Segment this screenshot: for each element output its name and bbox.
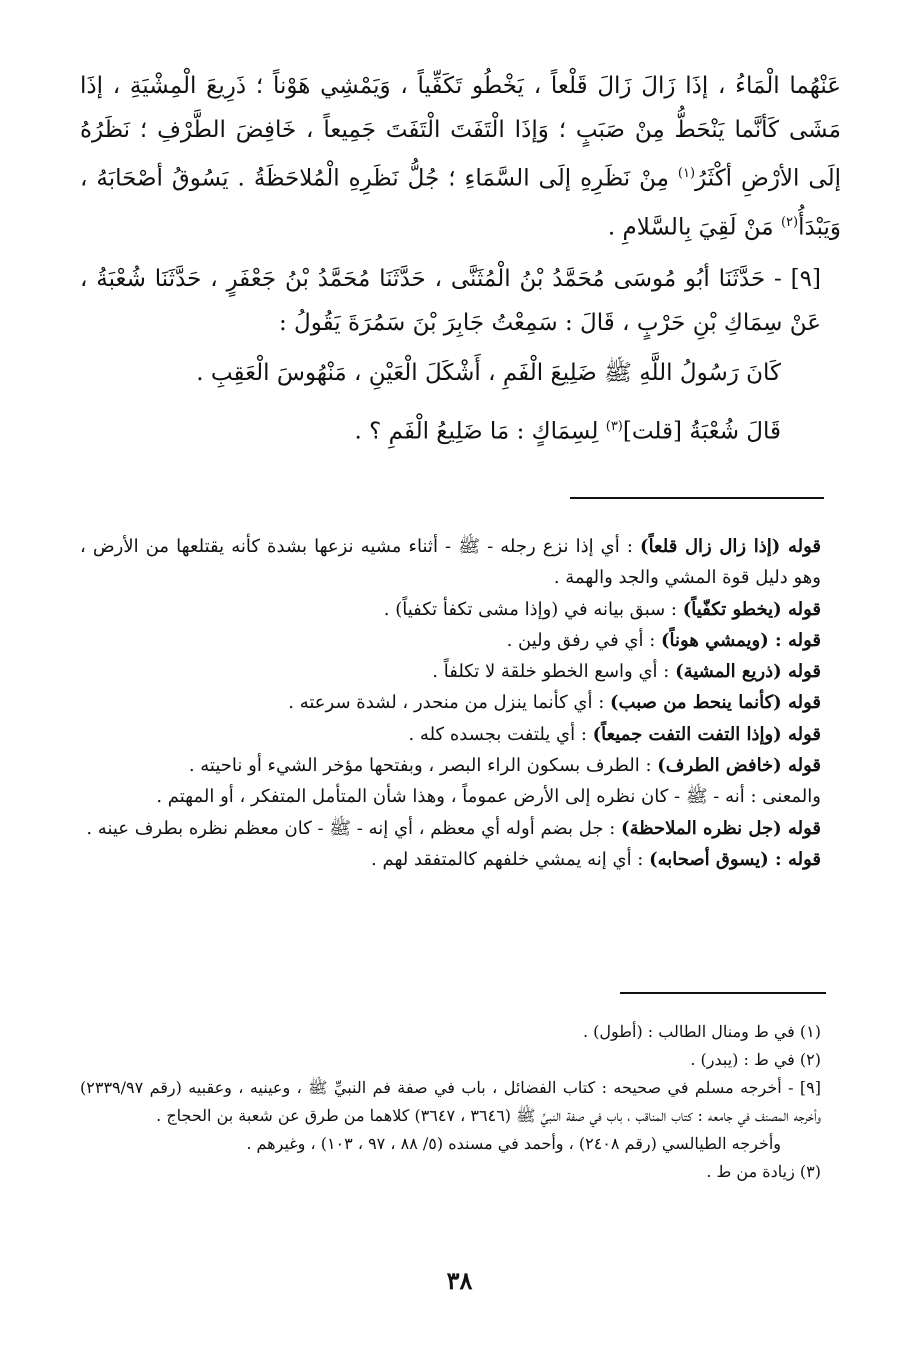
- commentary-entry: قوله (يخطو تكفّياً) : سبق بيانه في (وإذا مشى تكفأ تكفياً) .: [383, 598, 821, 620]
- hadith-8-text: عَنْهُما الْمَاءُ ، إذَا زَالَ زَالَ قَلْعاً ، يَخْطُو تَكَفِّياً ، وَيَمْشِي هَوْناً ؛ ذَرِيعَ الْمِشْيَةِ ، إذَا مَشَى كَأنَّما يَنْحَطُّ مِنْ صَبَبٍ ؛ وَإذَا الْتَفَتَ الْتَفَتَ جَمِيعاً ، خَافِضَ الطَّرْفِ ؛ نَظَرُهُ إلَى الأرْضِ أكْثَرُ$^{(١)}$ مِنْ نَظَرِهِ إلَى السَّمَاءِ ؛ جُلُّ نَظَرِهِ الْمُلاحَظَةُ . يَسُوقُ أصْحَابَهُ ، وَيَبْدَأُ$^{(٢)}$ مَنْ لَقِيَ بِالسَّلامِ .: [80, 73, 841, 241]
- footnote-2: (٢) في ط : (يبدر) .: [690, 1050, 821, 1069]
- footnote-marker-3: (٣): [605, 419, 623, 435]
- main-text: [80, 64, 841, 454]
- commentary-entry: قوله (كأنما ينحط من صبب) : أي كأنما ينزل من منحدر ، لشدة سرعته .: [288, 692, 821, 714]
- commentary-entry: قوله (وإذا التفت التفت جميعاً) : أي يلتفت بجسده كله .: [408, 723, 821, 745]
- commentary-entry: والمعنى : أنه - ﷺ - كان نظره إلى الأرض عموماً ، وهذا شأن المتأمل المتفكر ، أو المهتم .: [156, 786, 821, 808]
- footnote-hadith-9-source: [٩] - أخرجه مسلم في صحيحه : كتاب الفضائل ، باب في صفة فم النبيِّ ﷺ ، وعينيه ، وعقبيه (رقم ٢٣٣٩/٩٧) وأخرجه المصنف في جامعه : كتاب المناقب ، باب في صفة النبيِّ ﷺ (٣٦٤٦ ، ٣٦٤٧) كلاهما من طرق عن شعبة بن الحجاج .: [80, 1078, 821, 1125]
- page-number: ٣٨: [446, 1266, 473, 1295]
- footnote-divider: [620, 992, 826, 994]
- commentary-entry: قوله : (ويمشي هوناً) : أي في رفق ولين .: [506, 629, 821, 651]
- footnote-1: (١) في ط ومنال الطالب : (أطول) .: [582, 1022, 821, 1041]
- shuba-question: قَالَ شُعْبَةُ [قلت]$^{(٣)}$ لِسِمَاكٍ : مَا ضَلِيعُ الْفَمِ ؟ .: [354, 418, 781, 445]
- commentary-entry: قوله (ذريع المشية) : أي واسع الخطو خلقة لا تكلفاً .: [432, 661, 821, 683]
- hadith-9-isnad: [٩] - حَدَّثَنَا أبُو مُوسَى مُحَمَّدُ بْنُ الْمُثَنَّى ، حَدَّثَنَا مُحَمَّدُ بْنُ جَعْفَرٍ ، حَدَّثَنَا شُعْبَةُ ، عَنْ سِمَاكِ بْنِ حَرْبٍ ، قَالَ : سَمِعْتُ جَابِرَ بْنَ سَمُرَةَ يَقُولُ :: [80, 266, 821, 337]
- commentary-entry: قوله : (يسوق أصحابه) : أي إنه يمشي خلفهم كالمتفقد لهم .: [371, 848, 821, 870]
- footnote-hadith-9-more: وأخرجه الطيالسي (رقم ٢٤٠٨) ، وأحمد في مسنده (٥/ ٨٨ ، ٩٧ ، ١٠٣) ، وغيرهم .: [246, 1134, 781, 1153]
- commentary-entry: قوله (إذا زال زال قلعاً) : أي إذا نزع رجله - ﷺ - أثناء مشيه نزعها بشدة كأنه يقتلعها من الأرض ، وهو دليل قوة المشي والجد والهمة .: [80, 536, 821, 589]
- commentary-divider: [570, 497, 824, 499]
- hadith-9-quote: كَانَ رَسُولُ اللَّهِ ﷺ ضَلِيعَ الْفَمِ ، أَشْكَلَ الْعَيْنِ ، مَنْهُوسَ الْعَقِبِ .: [196, 360, 781, 387]
- footnote-marker-2: (٢): [780, 214, 799, 230]
- footnotes-section: [80, 1018, 841, 1186]
- commentary-section: [80, 531, 841, 875]
- commentary-entry: قوله (جل نظره الملاحظة) : جل بضم أوله أي معظم ، أي إنه - ﷺ - كان معظم نظره بطرف عينه .: [86, 817, 821, 839]
- footnote-marker-1: (١): [677, 166, 696, 181]
- footnote-3: (٣) زيادة من ط .: [706, 1162, 821, 1181]
- commentary-entry: قوله (خافض الطرف) : الطرف بسكون الراء البصر ، وبفتحها مؤخر الشيء أو ناحيته .: [188, 755, 821, 777]
